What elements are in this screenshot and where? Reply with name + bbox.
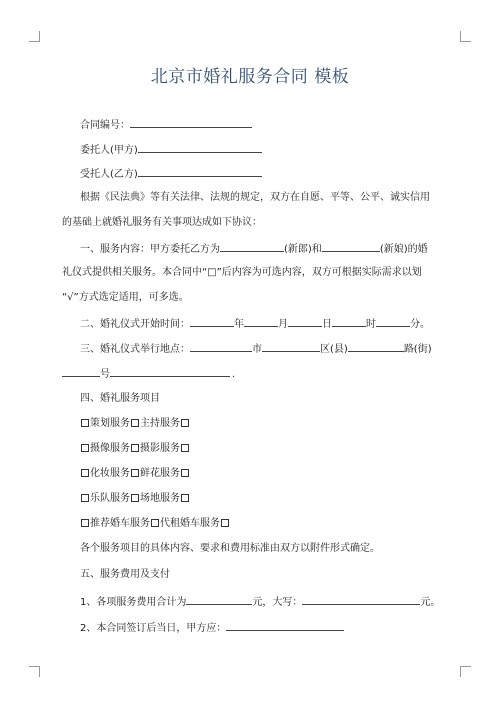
address-end-mark: . (232, 369, 236, 380)
contract-number-blank[interactable] (130, 117, 252, 128)
section-3-line-1 (80, 341, 432, 356)
minute-label: 分。 (410, 319, 430, 330)
party-b-label: 受托人(乙方) (80, 169, 138, 180)
corner-mark-bottom-right (460, 666, 471, 677)
venue-label: 三、婚礼仪式举行地点： (80, 344, 190, 355)
section-1-text-b: (新郎)和 (284, 244, 322, 255)
city-label: 市 (252, 344, 262, 355)
fee-capital-blank[interactable] (302, 594, 420, 605)
contract-number-label: 合同编号： (80, 120, 130, 131)
minute-blank[interactable] (376, 316, 410, 327)
district-blank[interactable] (262, 341, 320, 352)
checkbox-recommend-car-service[interactable] (81, 519, 89, 527)
hour-label: 时 (366, 319, 376, 330)
service-label: 乐队服务 (90, 493, 130, 504)
section-4-heading: 四、婚礼服务项目 (80, 393, 160, 404)
service-label: 场地服务 (140, 493, 180, 504)
payment-line (80, 620, 344, 635)
service-row-4 (80, 492, 190, 505)
corner-mark-bottom-left (29, 666, 40, 677)
road-blank[interactable] (348, 341, 404, 352)
service-label: 策划服务 (90, 418, 130, 429)
section-1-line-1 (80, 241, 428, 256)
city-blank[interactable] (190, 341, 252, 352)
road-label: 路(街) (403, 344, 432, 355)
checkbox-planning-service[interactable] (81, 419, 89, 427)
checkbox-row-2-end[interactable] (181, 444, 189, 452)
hour-blank[interactable] (332, 316, 366, 327)
service-row-5 (80, 517, 230, 530)
party-a-label: 委托人(甲方) (80, 145, 138, 156)
fee-capital-label: 元，大写： (252, 597, 303, 608)
checkbox-band-service[interactable] (81, 494, 89, 502)
document-title: 北京市婚礼服务合同 模板 (150, 67, 350, 87)
corner-mark-top-right (460, 31, 471, 42)
checkbox-video-service[interactable] (81, 444, 89, 452)
service-label: 推荐婚车服务 (90, 518, 150, 529)
checkbox-photo-service[interactable] (131, 444, 139, 452)
fee-unit-label: 元。 (420, 597, 441, 608)
fee-total-line (80, 594, 440, 609)
number-label: 号 (100, 369, 110, 380)
service-label: 化妆服务 (90, 468, 130, 479)
service-label: 代租婚车服务 (160, 518, 220, 529)
road-number-blank[interactable] (62, 366, 100, 377)
service-label: 摄像服务 (90, 443, 130, 454)
intro-line-2: 的基础上就婚礼服务有关事项达成如下协议： (62, 217, 262, 228)
checkbox-host-service[interactable] (131, 419, 139, 427)
bride-name-blank[interactable] (322, 241, 380, 252)
checkbox-row-4-end[interactable] (181, 494, 189, 502)
payment-blank[interactable] (226, 620, 344, 631)
checkbox-flower-service[interactable] (131, 469, 139, 477)
contract-number-line (80, 117, 252, 132)
party-a-line (80, 142, 262, 157)
section-1-text-a: 一、服务内容：甲方委托乙方为 (80, 244, 220, 255)
checkbox-row-5-end[interactable] (221, 519, 229, 527)
section-5-heading: 五、服务费用及支付 (80, 569, 170, 580)
checkbox-row-1-end[interactable] (181, 419, 189, 427)
groom-name-blank[interactable] (220, 241, 284, 252)
day-label: 日 (322, 319, 332, 330)
service-row-2 (80, 442, 190, 455)
corner-mark-top-left (29, 31, 40, 42)
fee-amount-blank[interactable] (186, 594, 252, 605)
service-label: 摄影服务 (140, 443, 180, 454)
section-1-line-3: “√”方式选定适用，可多选。 (62, 292, 189, 303)
party-b-blank[interactable] (138, 166, 262, 177)
checkbox-rent-car-service[interactable] (151, 519, 159, 527)
fee-total-label: 1、各项服务费用合计为 (80, 597, 187, 608)
intro-line-1: 根据《民法典》等有关法律、法规的规定，双方在自愿、平等、公平、诚实信用 (80, 192, 430, 203)
section-2-line (80, 316, 430, 331)
section-3-line-2 (62, 366, 235, 381)
month-blank[interactable] (244, 316, 278, 327)
service-row-3 (80, 467, 190, 480)
service-label: 鲜花服务 (140, 468, 180, 479)
party-a-blank[interactable] (138, 142, 262, 153)
checkbox-row-3-end[interactable] (181, 469, 189, 477)
party-b-line (80, 166, 262, 181)
section-1-line-2: 礼仪式提供相关服务。本合同中“□”后内容为可选内容，双方可根据实际需求以划 (62, 267, 422, 278)
district-label: 区(县) (320, 344, 348, 355)
day-blank[interactable] (288, 316, 322, 327)
month-label: 月 (278, 319, 288, 330)
checkbox-venue-service[interactable] (131, 494, 139, 502)
service-row-1 (80, 417, 190, 430)
year-blank[interactable] (190, 316, 234, 327)
section-1-text-c: (新娘)的婚 (379, 244, 428, 255)
address-detail-blank[interactable] (110, 366, 230, 377)
payment-label: 2、本合同签订后当日，甲方应： (80, 623, 227, 634)
section-4-note: 各个服务项目的具体内容、要求和费用标准由双方以附件形式确定。 (80, 543, 380, 554)
start-time-label: 二、婚礼仪式开始时间： (80, 319, 190, 330)
year-label: 年 (234, 319, 244, 330)
service-label: 主持服务 (140, 418, 180, 429)
checkbox-makeup-service[interactable] (81, 469, 89, 477)
